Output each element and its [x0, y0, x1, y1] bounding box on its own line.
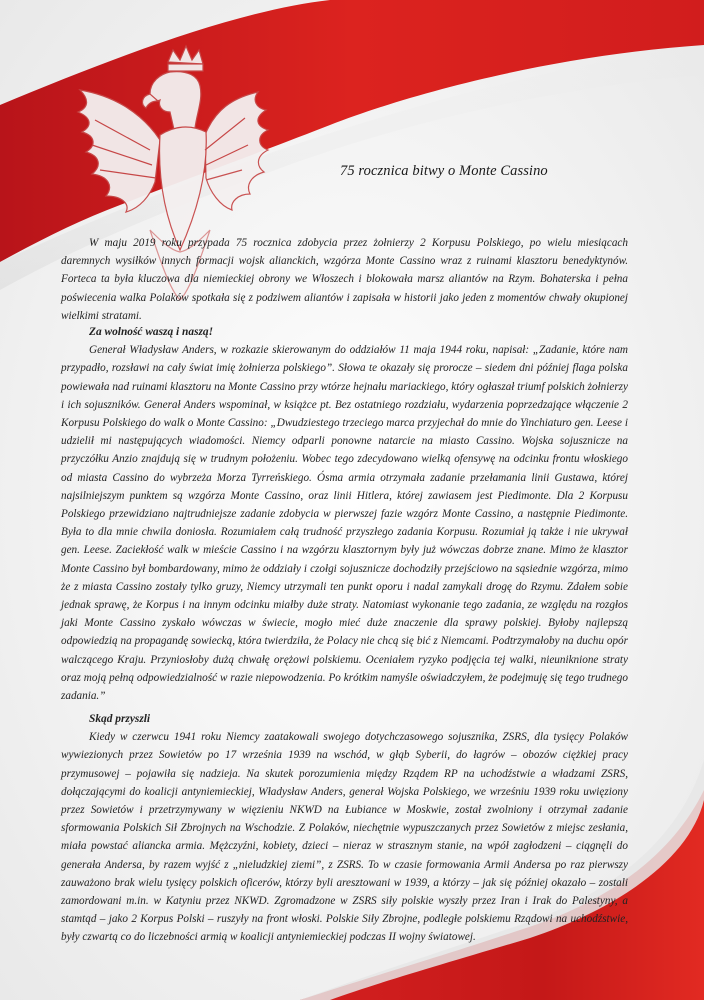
intro-paragraph: W maju 2019 roku przypada 75 rocznica zdobycia przez żołnierzy 2 Korpusu Polskiego, po wielu miesiącach daremnych wysiłków innych formacji wojsk alianckich, wzgórza Monte Cassino wraz z ruinami klasztoru benedyktynów. Forteca ta była kluczowa dla niemieckiej obrony we Włoszech i blokowała marsz aliantów na Rzym. Bohaterska i pełna poświecenia walka Polaków spotkała się z podziwem aliantów i zapisała w historii jako jeden z momentów chwały okupionej wielkimi stratami. — [61, 237, 628, 322]
section-paragraph: Generał Władysław Anders, w rozkazie skierowanym do oddziałów 11 maja 1944 roku, napisał: „Zadanie, które nam przypadło, rozsławi na cały świat imię żołnierza polskiego”. Słowa te okazały się prorocze – siedem dni później flaga polska powiewała nad ruinami klasztoru na Monte Cassino przy wtórze hejnału mariackiego, który ogłaszał triumf polskich żołnierzy i ich sojuszników. Generał Anders wspominał, w książce pt. Bez ostatniego rozdziału, wydarzenia poprzedzające włączenie 2 Korpusu Polskiego do walk o Monte Cassino: „Dwudziestego trzeciego marca przyjechał do mnie do Yinchiaturo gen. Leese i udzielił mi następujących wiadomości. Niemcy odparli ponowne natarcie na miasto Cassino. Wojska sojusznicze na przyczółku Anzio znajdują się w trudnym położeniu. Wobec tego zdecydowano wielką ofensywę na odcinku frontu włoskiego od miasta Cassino do wybrzeża Morza Tyrreńskiego. Ósma armia otrzymała zadanie przełamania linii Gustawa, której najsilniejszym punktem są wzgórza Monte Cassino, oraz linii Hitlera, której zawiasem jest Piedimonte. Dla 2 Korpusu Polskiego przewidziano najtrudniejsze zadanie zdobycia w pierwszej fazie wzgórz Monte Cassino, a następnie Piedimonte. Była to dla mnie chwila doniosła. Rozumiałem całą trudność przyszłego zadania Korpusu. Rozumiał ją także i nie ukrywał gen. Leese. Zaciekłość walk w mieście Cassino i na wzgórzu klasztornym były już wówczas dobrze znane. Mimo że klasztor Monte Cassino był bombardowany, mimo że oddziały i czołgi sojusznicze dochodziły przejściowo na sąsiednie wzgórza, mimo że z miasta Cassino zostały tylko gruzy, Niemcy utrzymali ten punkt oporu i nadal zamykali drogę do Rzymu. Zdałem sobie jednak sprawę, że Korpus i na innym odcinku miałby duże straty. Natomiast wykonanie tego zadania, ze względu na rozgłos jaki Monte Cassino zyskało wówczas w świecie, mogło mieć duże znaczenie dla sprawy polskiej. Byłoby najlepszą odpowiedzią na propagandę sowiecką, która twierdziła, że Polacy nie chcą się bić z Niemcami. Podtrzymałoby na duchu opór walczącego Kraju. Przyniosłoby dużą chwałę orężowi polskiemu. Oceniałem ryzyko podjęcia tej walki, nieuniknione straty oraz moją pełną odpowiedzialność w razie niepowodzenia. Po krótkim namyśle oświadczyłem, że podejmuję się tego trudnego zadania.” — [61, 344, 628, 703]
document-title: 75 rocznica bitwy o Monte Cassino — [340, 163, 548, 179]
section-heading: Skąd przyszli — [89, 713, 151, 725]
intro-paragraph-block — [61, 234, 628, 325]
section-paragraph: Kiedy w czerwcu 1941 roku Niemcy zaatakowali swojego dotychczasowego sojusznika, ZSRS, dla tysięcy Polaków wywiezionych przez Sowietów po 17 września 1939 na wschód, w głąb Syberii, do łagrów – obozów ciężkiej pracy przymusowej – pojawiła się nadzieja. Na skutek porozumienia między Rządem RP na uchodźstwie a władzami ZSRS, dołączającymi do koalicji antyniemieckiej, Władysław Anders, generał Wojska Polskiego, we wrześniu 1939 roku uwięziony przez Sowietów i przetrzymywany w więzieniu NKWD na Łubiance w Moskwie, został zwolniony i otrzymał zadanie sformowania Polskich Sił Zbrojnych na Wschodzie. Z Polaków, niechętnie wypuszczanych przez Sowietów z miejsc zesłania, miała powstać aliancka armia. Mężczyźni, kobiety, dzieci – nieraz w strasznym stanie, na wpół zagłodzeni – ciągnęli do generała Andersa, by razem wyjść z „nieludzkiej ziemi”, z ZSRS. To w czasie formowania Armii Andersa po raz pierwszy zauważono brak wielu tysięcy polskich oficerów, którzy byli aresztowani w 1939, a którzy – jak się później okazało – zostali zamordowani m.in. w Katyniu przez NKWD. Zgromadzone w ZSRS siły polskie wyszły przez Iran i Irak do Palestyny, a stamtąd – jako 2 Korpus Polski – ruszyły na front włoski. Polskie Siły Zbrojne, podległe polskiemu Rządowi na uchodźstwie, były czwartą co do liczebności armią w koalicji antyniemieckiej podczas II wojny światowej. — [61, 731, 628, 944]
section-za-wolnosc — [61, 323, 628, 705]
section-heading: Za wolność waszą i naszą! — [89, 326, 214, 338]
section-skad-przyszli — [61, 710, 628, 947]
